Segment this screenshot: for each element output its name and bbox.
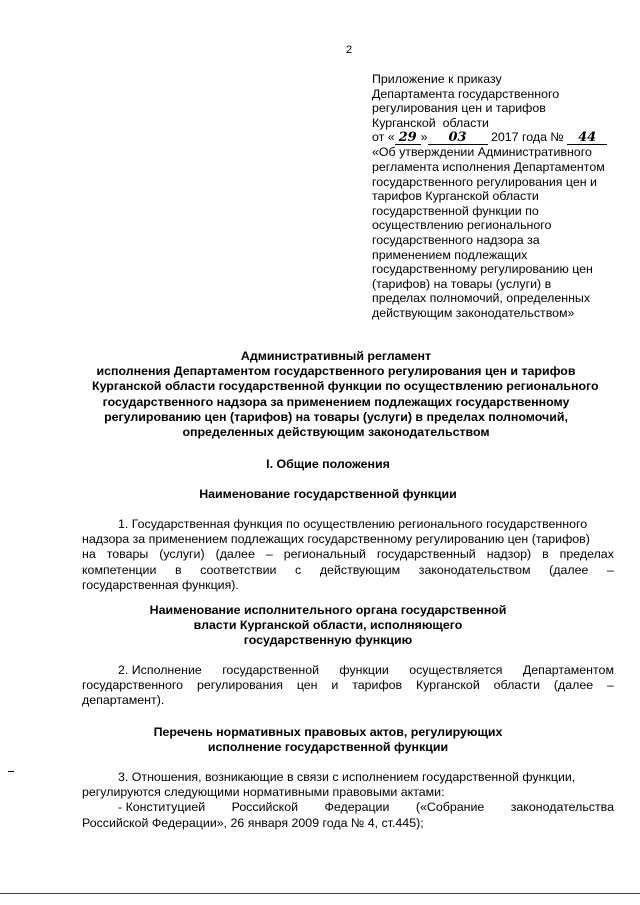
doc-number-handwritten: 44 [567, 132, 607, 145]
word: – [265, 547, 273, 562]
word: (далее [553, 678, 594, 693]
subheading-legal-acts [40, 725, 616, 755]
appendix-line-word: Курганской [372, 115, 436, 130]
word: Курганской [416, 678, 480, 693]
appendix-desc-line: пределах полномочий, определенных [372, 291, 591, 306]
word: 2. Исполнение [118, 663, 202, 677]
paragraph-2 [82, 663, 614, 709]
word: цен [296, 678, 318, 693]
appendix-desc-line: государственного надзора за [372, 232, 540, 247]
paragraph-line: Российской Федерации», 26 января 2009 года № 4, ст.445); [82, 815, 424, 830]
word: Федерации [324, 800, 390, 815]
appendix-line-word: области [442, 115, 489, 130]
word: (услуги) [159, 547, 205, 562]
subheading-line: Перечень нормативных правовых актов, регулирующих [153, 725, 503, 739]
word: в [174, 562, 182, 577]
paragraph-line-justified [82, 547, 614, 562]
paragraph-line-justified [82, 663, 614, 678]
word: государственный [376, 547, 476, 562]
word: – [607, 562, 614, 577]
title-heading: Административный регламент [240, 349, 432, 363]
appendix-line: Департамента государственного [372, 86, 560, 101]
paragraph-line-justified [82, 678, 614, 693]
appendix-desc-line: тарифов Курганской области [372, 189, 539, 204]
word: соответствии [200, 562, 277, 577]
subheading-function-name: Наименование государственной функции [199, 487, 457, 501]
appendix-desc-line: государственной функции по [372, 203, 539, 218]
appendix-desc-line: действующим законодательством» [372, 305, 575, 320]
word: - Конституцией [118, 800, 206, 815]
word: законодательства [510, 800, 614, 815]
date-day-handwritten: 29 [395, 132, 421, 145]
paragraph-1 [82, 517, 614, 593]
page-bottom-edge [0, 893, 640, 894]
paragraph-line: надзора за применением подлежащих государственному регулированию цен (тарифов) [82, 532, 590, 547]
word: (далее [549, 562, 589, 577]
word: и [331, 678, 339, 693]
appendix-line: Приложение к приказу [372, 72, 502, 86]
word: пределах [559, 547, 614, 562]
paragraph-3 [82, 770, 614, 831]
word: с [295, 562, 302, 577]
date-suffix: 2017 года № [491, 130, 564, 145]
word: (далее [215, 547, 255, 562]
word: на [82, 547, 96, 562]
subheading-line: государственную функцию [243, 633, 413, 648]
paragraph-line: департамент). [82, 693, 165, 708]
appendix-desc-line: государственного регулирования цен и [372, 174, 597, 189]
word: в [542, 547, 549, 562]
word: регулирования [196, 678, 283, 693]
subheading-executive-organ [40, 603, 616, 649]
section-heading: I. Общие положения [266, 457, 390, 471]
title-line: определенных действующим законодательством [182, 425, 490, 440]
document-title [92, 349, 599, 440]
paragraph-line-justified [82, 800, 614, 815]
word: законодательством [418, 562, 531, 577]
word: региональный [283, 547, 366, 562]
margin-mark [8, 771, 14, 772]
subheading-line: власти Курганской области, исполняющего [193, 618, 463, 633]
word: надзор) [486, 547, 532, 562]
subheading-line: исполнение государственной функции [207, 740, 449, 755]
word: действующим [319, 562, 401, 577]
paragraph-line: государственная функция). [82, 577, 239, 592]
appendix-desc-line: регламента исполнения Департаментом [372, 159, 605, 174]
appendix-date-line [372, 130, 628, 145]
appendix-desc-line: (тарифов) на товары (услуги) в [372, 276, 552, 291]
date-month-handwritten: 03 [428, 132, 488, 145]
word: функции [339, 663, 389, 677]
word: – [607, 678, 614, 693]
paragraph-line: 1. Государственная функция по осуществлению регионального государственного [118, 517, 588, 531]
word: («Собрание [415, 800, 485, 815]
word: государственного [82, 678, 184, 693]
word: тарифов [352, 678, 403, 693]
title-line: государственного надзора за применением подлежащих государственному [102, 394, 570, 409]
word: области [493, 678, 540, 693]
word: товары [106, 547, 149, 562]
paragraph-line-justified [82, 563, 614, 578]
title-line: исполнения Департаментом государственного регулирования цен и тарифов [96, 364, 576, 379]
word: Департаментом [522, 663, 614, 677]
date-mid: » [420, 130, 428, 145]
appendix-line [372, 116, 628, 131]
word: осуществляется [409, 663, 503, 677]
paragraph-line: регулируются следующими нормативными правовыми актами: [82, 785, 445, 800]
word: компетенции [82, 562, 157, 577]
date-prefix: от « [372, 130, 395, 145]
appendix-desc-line: «Об утверждении Административного [372, 145, 592, 160]
appendix-line: регулирования цен и тарифов [372, 101, 546, 116]
paragraph-line: 3. Отношения, возникающие в связи с исполнением государственной функции, [118, 770, 576, 784]
appendix-desc-line: государственному регулированию цен [372, 262, 593, 277]
title-line: Курганской области государственной функции по осуществлению регионального [92, 379, 599, 394]
appendix-desc-line: применением подлежащих [372, 247, 528, 262]
appendix-desc-line: осуществлению регионального [372, 218, 552, 233]
word: государственной [222, 663, 320, 677]
subheading-line: Наименование исполнительного органа государственной [149, 603, 507, 617]
title-line: регулированию цен (тарифов) на товары (услуги) в пределах полномочий, [104, 409, 568, 424]
appendix-block [372, 72, 628, 321]
page-number: 2 [346, 44, 353, 56]
word: Российской [231, 800, 299, 815]
